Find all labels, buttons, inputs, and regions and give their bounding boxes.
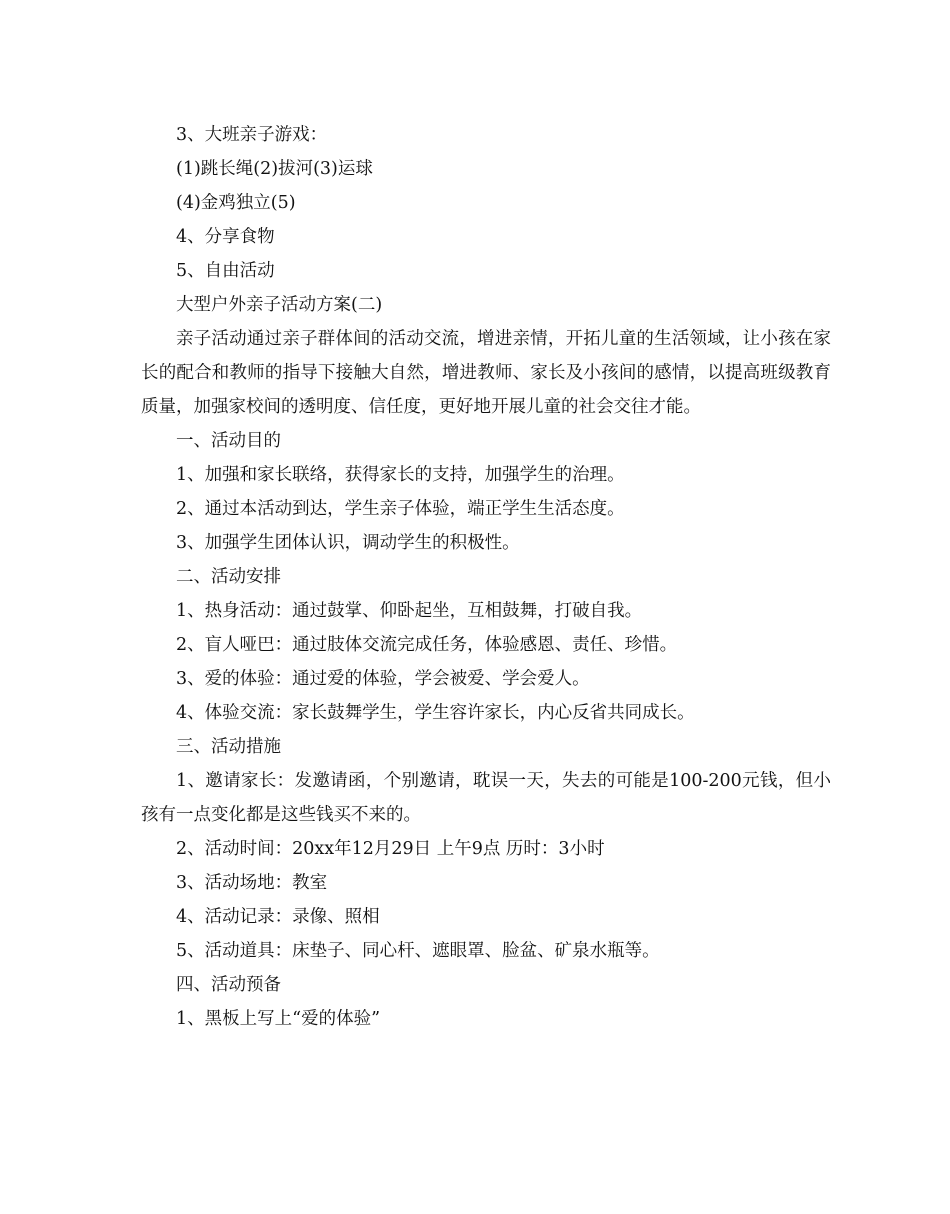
section-heading: 三、活动措施 — [176, 737, 281, 757]
intro-paragraph: 亲子活动通过亲子群体间的活动交流，增进亲情，开拓儿童的生活领域，让小孩在家长的配合和教师的指导下接触大自然，增进教师、家长及小孩间的感情，以提高班级教育质量，加强家校间的透明度、信任度，更好地开展儿童的社会交往才能。 — [141, 329, 831, 417]
list-item: 3、加强学生团体认识，调动学生的积极性。 — [176, 533, 520, 553]
list-item: 5、自由活动 — [176, 261, 275, 281]
section-heading: 一、活动目的 — [176, 431, 281, 451]
list-item: 1、热身活动：通过鼓掌、仰卧起坐，互相鼓舞，打破自我。 — [176, 601, 643, 621]
section-title: 大型户外亲子活动方案(二) — [176, 295, 383, 315]
section-heading: 四、活动预备 — [176, 975, 281, 995]
section-heading: 二、活动安排 — [176, 567, 281, 587]
list-item: 2、盲人哑巴：通过肢体交流完成任务，体验感恩、责任、珍惜。 — [176, 635, 678, 655]
list-item: 5、活动道具：床垫子、同心杆、遮眼罩、脸盆、矿泉水瓶等。 — [176, 941, 660, 961]
list-item: 4、活动记录：录像、照相 — [176, 907, 380, 927]
list-item: 2、通过本活动到达，学生亲子体验，端正学生生活态度。 — [176, 499, 625, 519]
list-item: 4、体验交流：家长鼓舞学生，学生容许家长，内心反省共同成长。 — [176, 703, 695, 723]
list-item: 3、活动场地：教室 — [176, 873, 328, 893]
list-item: 3、爱的体验：通过爱的体验，学会被爱、学会爱人。 — [176, 669, 590, 689]
document-body — [141, 118, 831, 1036]
list-item: 1、加强和家长联络，获得家长的支持，加强学生的治理。 — [176, 465, 625, 485]
list-item: 3、大班亲子游戏： — [176, 125, 328, 145]
invite-paragraph: 1、邀请家长：发邀请函，个别邀请，耽误一天，失去的可能是100-200元钱，但小孩有一点变化都是这些钱买不来的。 — [141, 771, 831, 825]
list-item: 1、黑板上写上“爱的体验” — [176, 1009, 381, 1029]
list-item: (4)金鸡独立(5) — [176, 193, 296, 213]
list-item: 2、活动时间：20xx年12月29日 上午9点 历时：3小时 — [176, 839, 605, 859]
list-item: 4、分享食物 — [176, 227, 275, 247]
list-item: (1)跳长绳(2)拔河(3)运球 — [176, 159, 373, 179]
